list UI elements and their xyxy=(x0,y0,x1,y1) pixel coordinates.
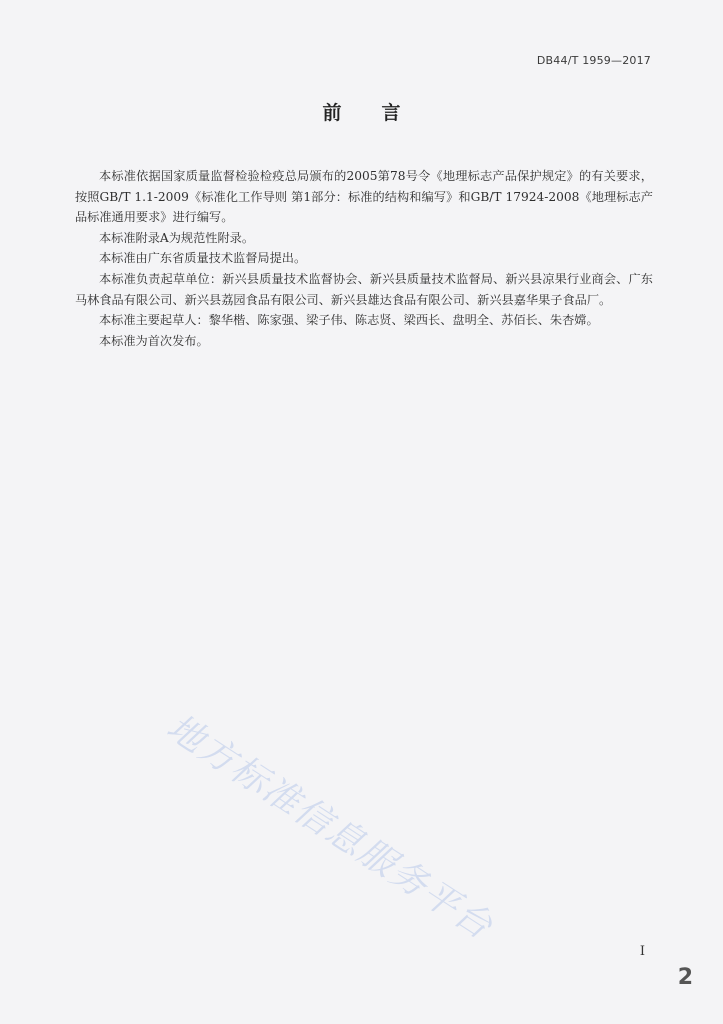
paragraph-drafters: 本标准主要起草人：黎华楷、陈家强、梁子伟、陈志贤、梁西长、盘明全、苏佰长、朱杏嫦。 xyxy=(99,313,599,328)
foreword-body xyxy=(75,166,653,351)
watermark: 地方标准信息服务平台 xyxy=(159,706,501,949)
paragraph-basis: 本标准依据国家质量监督检验检疫总局颁布的2005第78号令《地理标志产品保护规定》的有关要求，按照GB/T 1.1-2009《标准化工作导则 第1部分：标准的结构和编写》和GB/T 17924-2008《地理标志产品标准通用要求》进行编写。 xyxy=(75,169,653,225)
paragraph-drafting-units: 本标准负责起草单位：新兴县质量技术监督协会、新兴县质量技术监督局、新兴县凉果行业商会、广东马林食品有限公司、新兴县荔园食品有限公司、新兴县雄达食品有限公司、新兴县嘉华果子食品厂。 xyxy=(75,271,653,307)
document-code: DB44/T 1959—2017 xyxy=(536,54,651,67)
page-number: I xyxy=(639,944,645,959)
paragraph-appendix: 本标准附录A为规范性附录。 xyxy=(99,230,255,245)
page-title: 前言 xyxy=(322,102,441,124)
paragraph-proposer: 本标准由广东省质量技术监督局提出。 xyxy=(99,251,307,266)
paragraph-first-release: 本标准为首次发布。 xyxy=(99,333,209,348)
page-mark: 2 xyxy=(677,965,693,990)
